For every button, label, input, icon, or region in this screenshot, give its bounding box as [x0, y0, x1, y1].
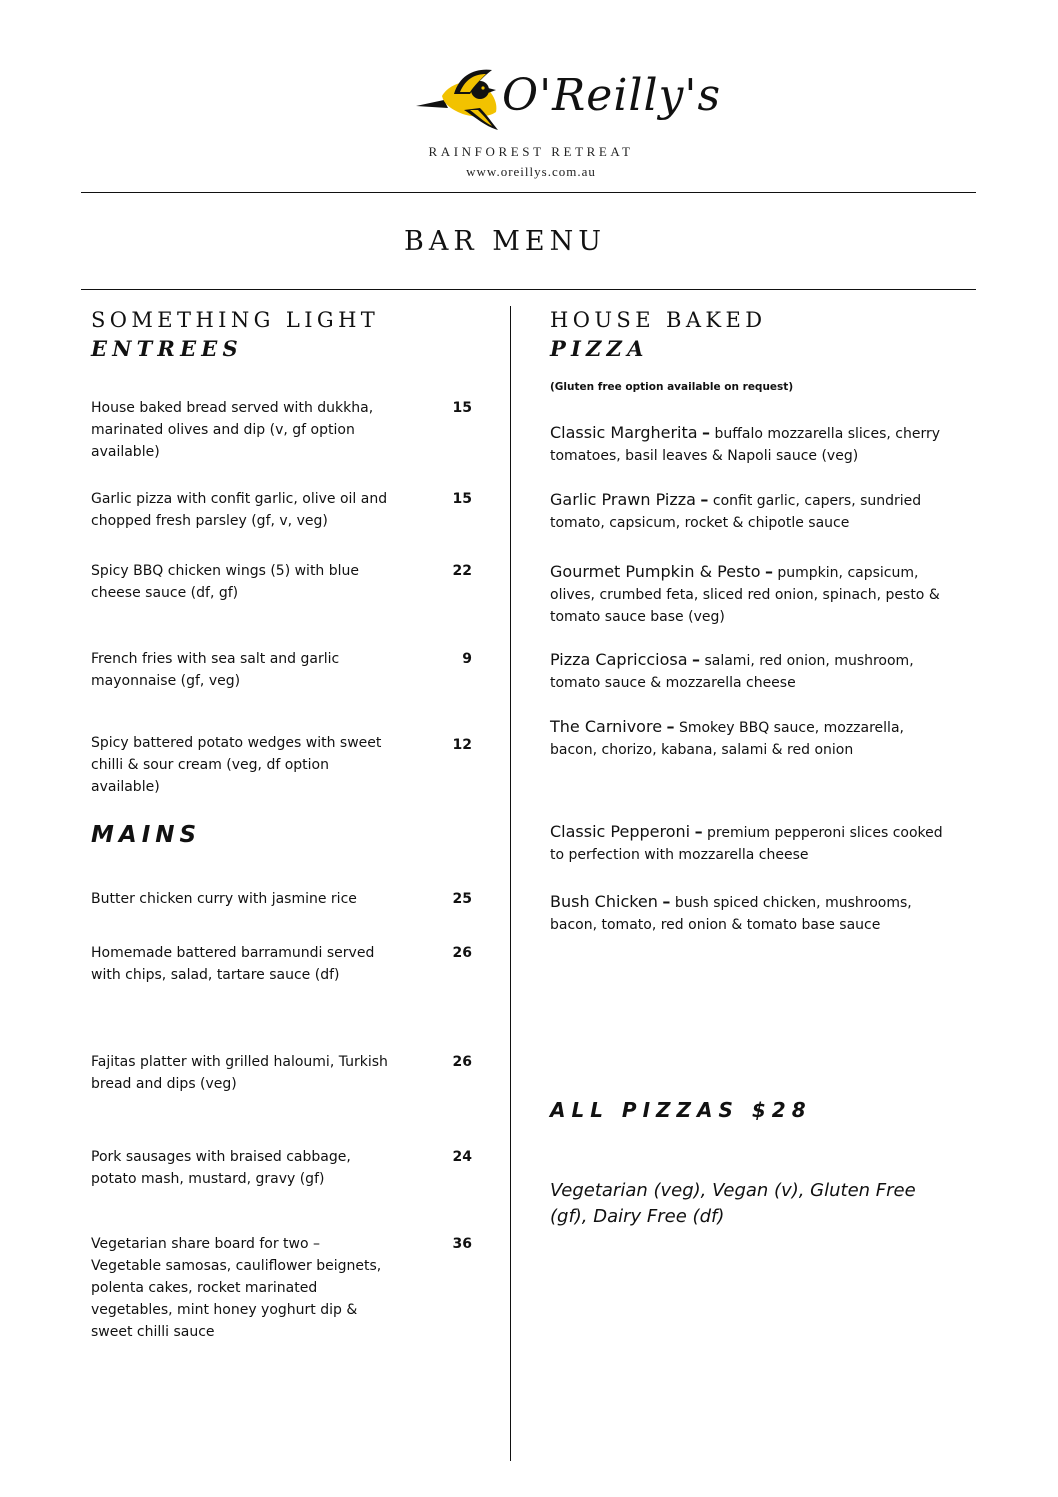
gluten-free-note: (Gluten free option available on request)	[550, 381, 794, 393]
pizza-name: Classic Margherita	[550, 423, 698, 442]
pizza-item	[550, 649, 950, 694]
dietary-legend: Vegetarian (veg), Vegan (v), Gluten Free (gf), Dairy Free (df)	[550, 1180, 916, 1227]
logo-wordmark: O'Reilly's	[502, 70, 722, 121]
menu-item-desc: French fries with sea salt and garlic mayonnaise (gf, veg)	[91, 651, 340, 689]
pizza-name: Gourmet Pumpkin & Pesto	[550, 562, 761, 581]
menu-item-desc: House baked bread served with dukkha, marinated olives and dip (v, gf option available)	[91, 400, 374, 460]
menu-item-price: 12	[452, 737, 472, 753]
pizza-dash: –	[692, 650, 701, 669]
menu-item-price: 36	[452, 1236, 472, 1252]
menu-item-desc: Butter chicken curry with jasmine rice	[91, 891, 357, 907]
pizza-dash: –	[666, 717, 675, 736]
pizza-desc: bush spiced chicken, mushrooms, bacon, tomato, red onion & tomato base sauce	[550, 895, 912, 933]
menu-item-desc: Fajitas platter with grilled haloumi, Turkish bread and dips (veg)	[91, 1054, 388, 1092]
pizza-item	[550, 891, 950, 936]
website-url: www.oreillys.com.au	[466, 164, 596, 179]
pizza-desc: buffalo mozzarella slices, cherry tomatoes, basil leaves & Napoli sauce (veg)	[550, 426, 941, 464]
menu-item-price: 9	[462, 651, 472, 667]
pizza-desc: confit garlic, capers, sundried tomato, capsicum, rocket & chipotle sauce	[550, 493, 922, 531]
menu-item-price: 22	[452, 563, 472, 579]
section-heading-pizza: PIZZA	[550, 336, 649, 361]
page-title: BAR MENU	[404, 226, 606, 257]
pizza-item	[550, 561, 950, 628]
column-divider	[510, 306, 511, 1461]
menu-item-desc: Pork sausages with braised cabbage, potato mash, mustard, gravy (gf)	[91, 1149, 351, 1187]
all-pizzas-price: ALL PIZZAS $28	[550, 1098, 812, 1122]
top-divider	[81, 192, 976, 193]
pizza-desc: premium pepperoni slices cooked to perfection with mozzarella cheese	[550, 825, 943, 863]
menu-item-price: 25	[452, 891, 472, 907]
menu-item-price: 26	[452, 945, 472, 961]
menu-item-desc: Vegetarian share board for two – Vegetable samosas, cauliflower beignets, polenta cakes, rocket marinated vegetables, mint honey yoghurt dip & sweet chilli sauce	[91, 1236, 382, 1340]
pizza-name: Bush Chicken	[550, 892, 658, 911]
pizza-item	[550, 821, 950, 866]
pizza-name: Classic Pepperoni	[550, 822, 691, 841]
title-divider	[81, 289, 976, 290]
menu-item-desc: Spicy battered potato wedges with sweet chilli & sour cream (veg, df option available)	[91, 735, 382, 795]
pizza-item	[550, 716, 950, 761]
logo-subtitle: RAINFOREST RETREAT	[428, 144, 634, 159]
pizza-name: Pizza Capricciosa	[550, 650, 688, 669]
pizza-dash: –	[764, 562, 773, 581]
section-heading-entrees: ENTREES	[91, 336, 243, 361]
pizza-name: Garlic Prawn Pizza	[550, 490, 696, 509]
pizza-desc: pumpkin, capsicum, olives, crumbed feta, sliced red onion, spinach, pesto & tomato sauce base (veg)	[550, 565, 940, 625]
menu-item-desc: Garlic pizza with confit garlic, olive oil and chopped fresh parsley (gf, v, veg)	[91, 491, 388, 529]
pizza-item	[550, 489, 950, 534]
pizza-name: The Carnivore	[550, 717, 663, 736]
pizza-dash: –	[694, 822, 703, 841]
menu-item-price: 24	[452, 1149, 472, 1165]
section-heading-something-light: SOMETHING LIGHT	[91, 308, 380, 332]
pizza-item	[550, 422, 950, 467]
pizza-desc: salami, red onion, mushroom, tomato sauce & mozzarella cheese	[550, 653, 914, 691]
menu-item-price: 15	[452, 491, 472, 507]
bird-logo-icon	[414, 66, 514, 132]
menu-item-desc: Homemade battered barramundi served with chips, salad, tartare sauce (df)	[91, 945, 375, 983]
pizza-dash: –	[700, 490, 709, 509]
pizza-dash: –	[662, 892, 671, 911]
section-heading-mains: MAINS	[91, 822, 202, 848]
section-heading-house-baked: HOUSE BAKED	[550, 308, 767, 332]
menu-item-price: 26	[452, 1054, 472, 1070]
pizza-desc: Smokey BBQ sauce, mozzarella, bacon, chorizo, kabana, salami & red onion	[550, 720, 904, 758]
menu-item-price: 15	[452, 400, 472, 416]
pizza-dash: –	[702, 423, 711, 442]
menu-item-desc: Spicy BBQ chicken wings (5) with blue cheese sauce (df, gf)	[91, 563, 360, 601]
